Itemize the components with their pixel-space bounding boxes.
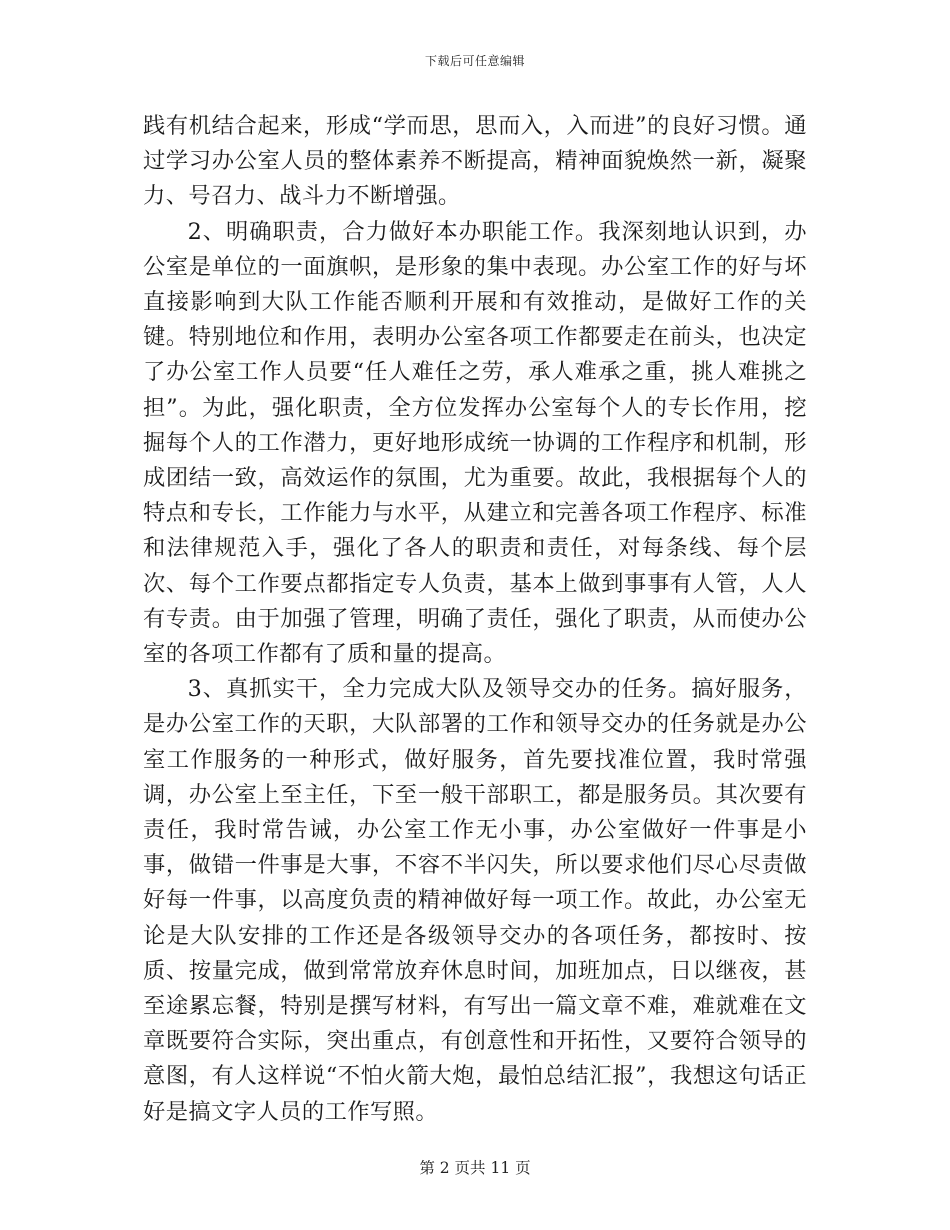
paragraph-complete-tasks: 3、真抓实干，全力完成大队及领导交办的任务。搞好服务，是办公室工作的天职，大队部署的工作和领导交办的任务就是办公室工作服务的一种形式，做好服务，首先要找准位置，我时常强调，办公室上至主任，下至一般干部职工，都是服务员。其次要有责任，我时常告诫，办公室工作无小事，办公室做好一件事是小事，做错一件事是大事，不容不半闪失，所以要求他们尽心尽责做好每一件事，以高度负责的精神做好每一项工作。故此，办公室无论是大队安排的工作还是各级领导交办的各项任务，都按时、按质、按量完成，做到常常放弃休息时间，加班加点，日以继夜，甚至途累忘餐，特别是撰写材料，有写出一篇文章不难，难就难在文章既要符合实际，突出重点，有创意性和开拓性，又要符合领导的意图，有人这样说“不怕火箭大炮，最怕总结汇报”，我想这句话正好是搞文字人员的工作写照。 xyxy=(143,676,807,1125)
paragraph-clarify-duties: 2、明确职责，合力做好本办职能工作。我深刻地认识到，办公室是单位的一面旗帜，是形象的集中表现。办公室工作的好与坏直接影响到大队工作能否顺利开展和有效推动，是做好工作的关键。特别地位和作用，表明办公室各项工作都要走在前头，也决定了办公室工作人员要“任人难任之劳，承人难承之重，挑人难挑之担”。为此，强化职责，全方位发挥办公室每个人的专长作用，挖掘每个人的工作潜力，更好地形成统一协调的工作程序和机制，形成团结一致，高效运作的氛围，尤为重要。故此，我根据每个人的特点和专长，工作能力与水平，从建立和完善各项工作程序、标准和法律规范入手，强化了各人的职责和责任，对每条线、每个层次、每个工作要点都指定专人负责，基本上做到事事有人管，人人有专责。由于加强了管理，明确了责任，强化了职责，从而使办公室的各项工作都有了质和量的提高。 xyxy=(143,218,807,668)
page-number: 第 2 页共 11 页 xyxy=(419,1159,531,1177)
document-body xyxy=(143,109,807,1130)
page-header: 下载后可任意编辑 xyxy=(424,54,525,68)
paragraph-continuation: 践有机结合起来，形成“学而思，思而入，入而进”的良好习惯。通过学习办公室人员的整体素养不断提高，精神面貌焕然一新，凝聚力、号召力、战斗力不断增强。 xyxy=(143,113,807,210)
